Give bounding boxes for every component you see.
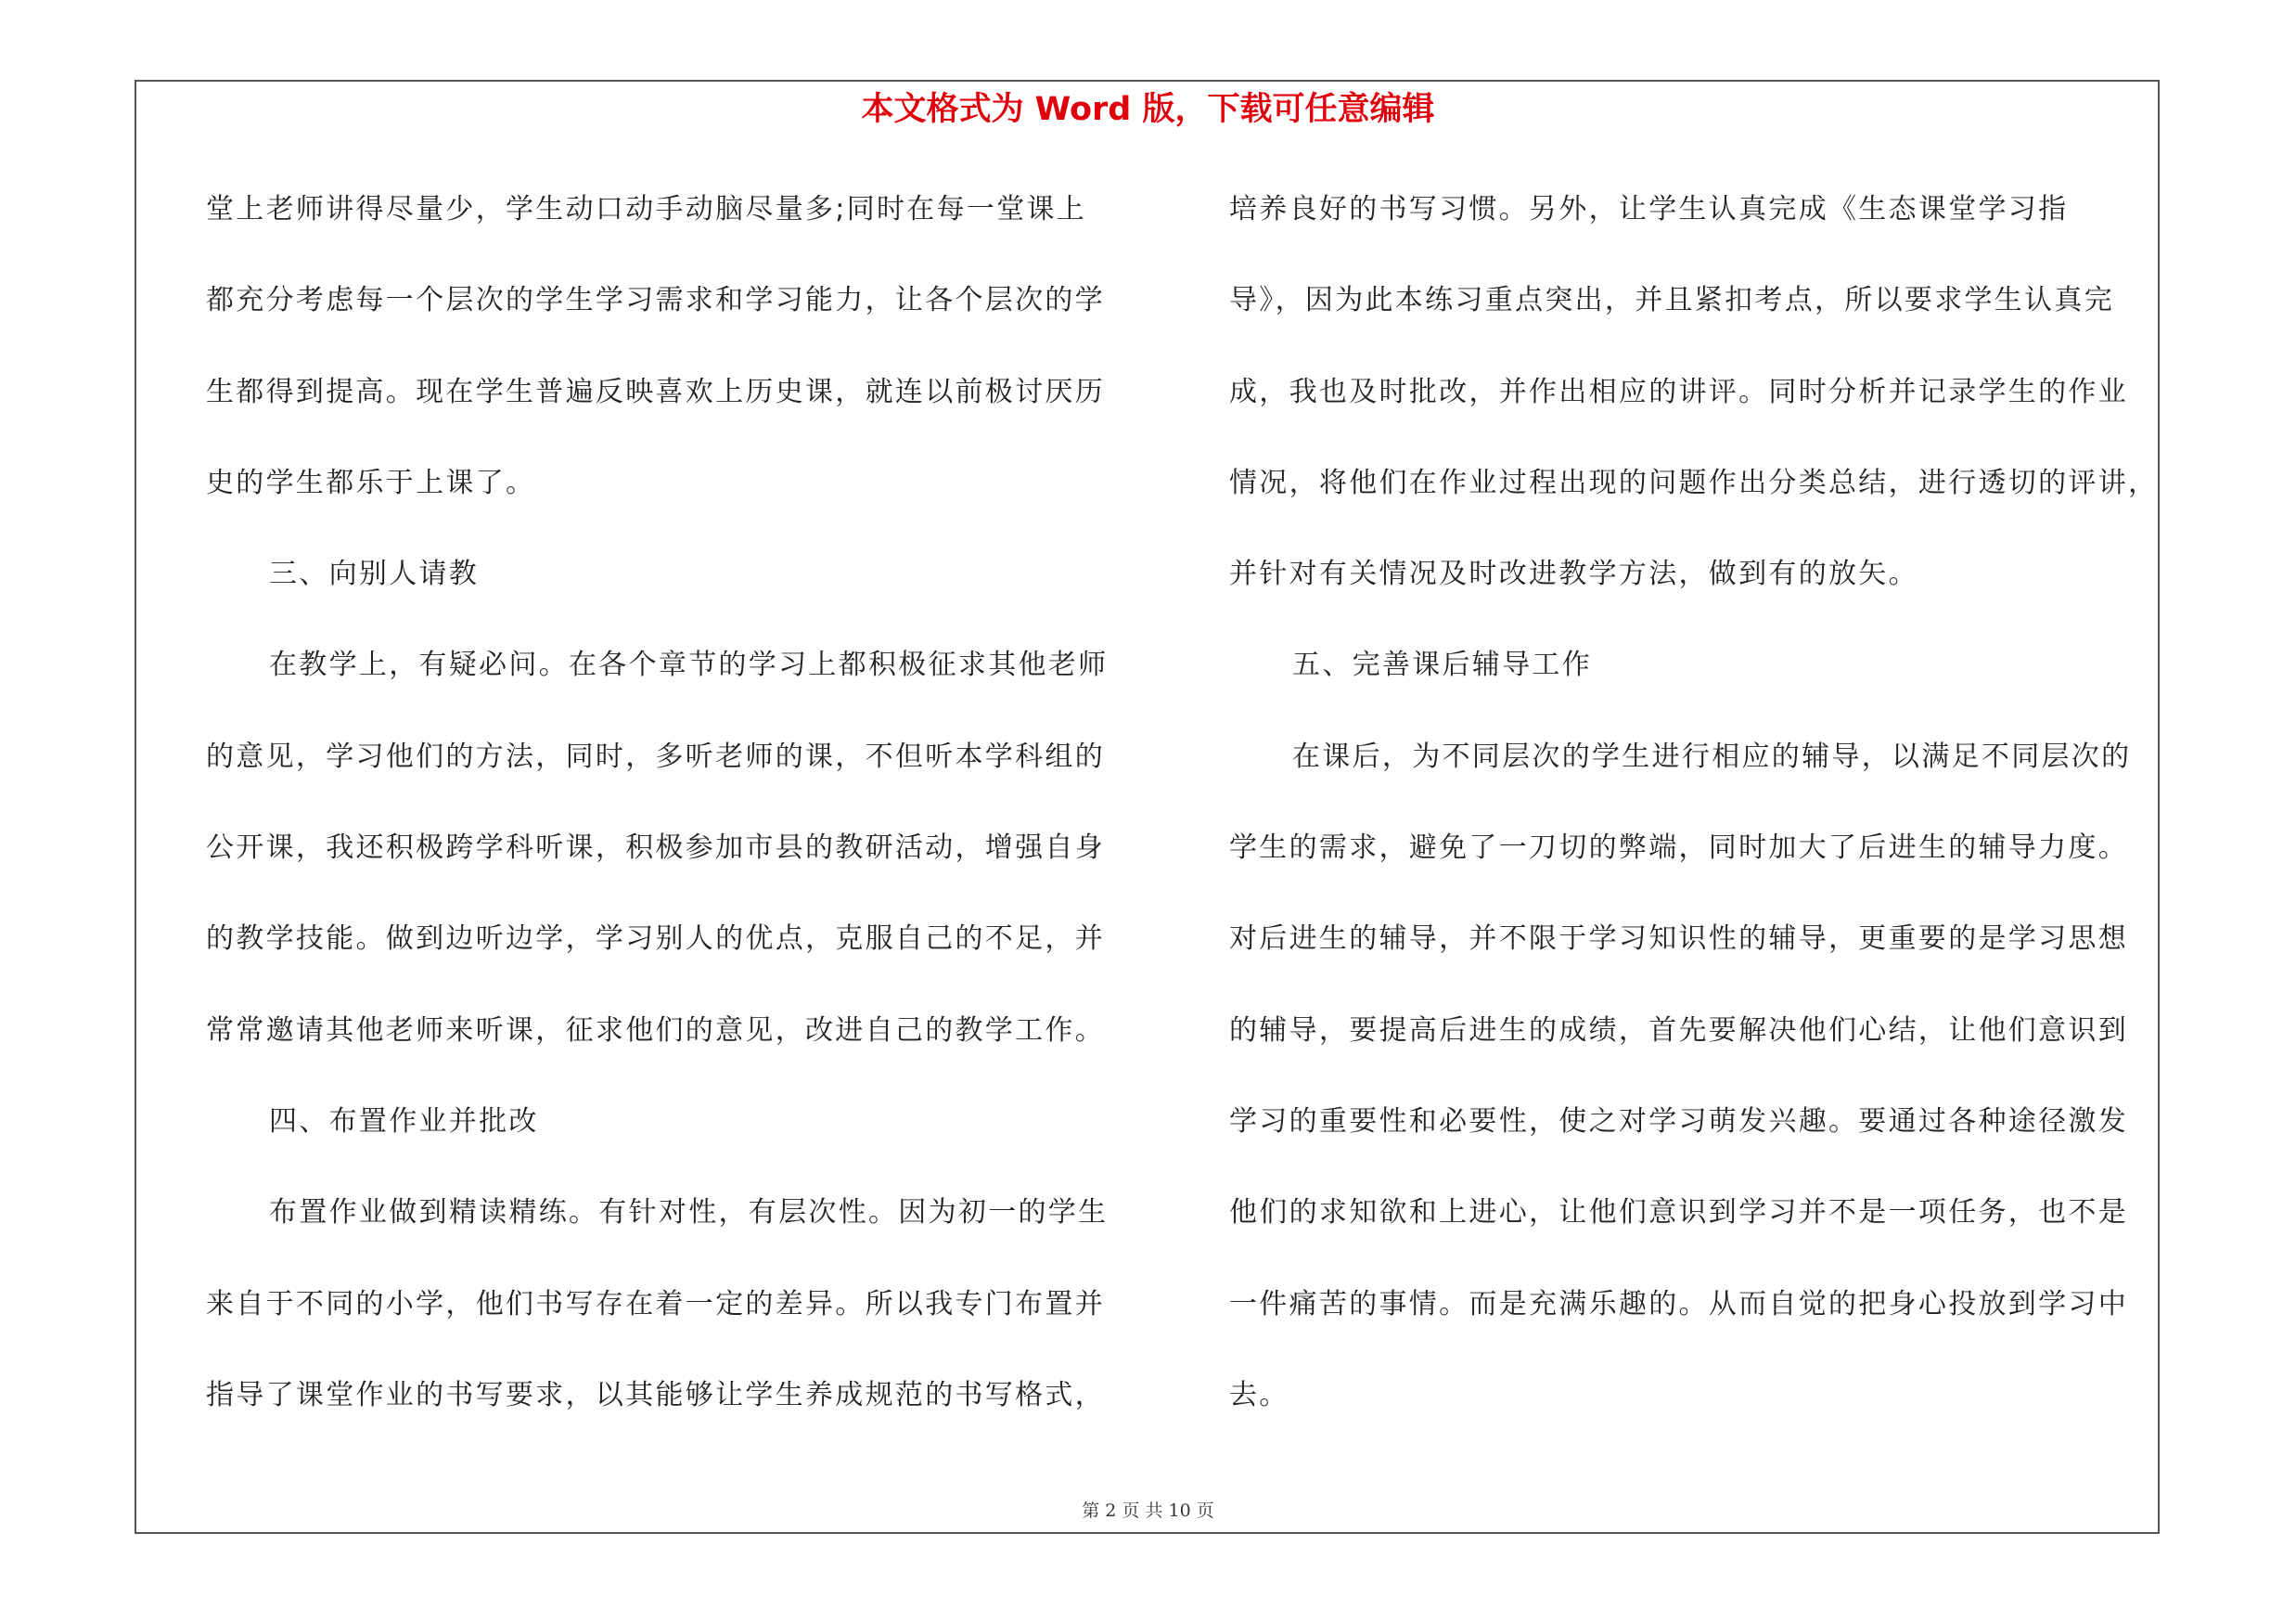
text-line: 去。 [1229, 1378, 1289, 1411]
text-line: 公开课，我还积极跨学科听课，积极参加市县的教研活动，增强自身 [206, 831, 1105, 865]
text-line: 的意见，学习他们的方法，同时，多听老师的课，不但听本学科组的 [206, 740, 1105, 773]
text-line: 学习的重要性和必要性，使之对学习萌发兴趣。要通过各种途径激发 [1229, 1104, 2128, 1138]
text-line: 成，我也及时批改，并作出相应的讲评。同时分析并记录学生的作业 [1229, 375, 2128, 408]
text-line: 的教学技能。做到边听边学，学习别人的优点，克服自己的不足，并 [206, 922, 1105, 956]
section-heading: 五、完善课后辅导工作 [1292, 649, 1592, 682]
right-text-column [1229, 184, 2185, 1461]
text-line: 堂上老师讲得尽量少，学生动口动手动脑尽量多;同时在每一堂课上 [206, 193, 1087, 225]
text-line: 常常邀请其他老师来听课，征求他们的意见，改进自己的教学工作。 [206, 1013, 1105, 1047]
text-line: 史的学生都乐于上课了。 [206, 466, 536, 499]
text-line: 都充分考虑每一个层次的学生学习需求和学习能力，让各个层次的学 [206, 284, 1105, 317]
section-heading: 三、向别人请教 [269, 558, 480, 591]
text-line: 培养良好的书写习惯。另外，让学生认真完成《生态课堂学习指 [1229, 193, 2069, 225]
text-line: 在教学上，有疑必问。在各个章节的学习上都积极征求其他老师 [269, 649, 1109, 682]
text-line: 指导了课堂作业的书写要求，以其能够让学生养成规范的书写格式， [206, 1378, 1105, 1411]
word-format-banner: 本文格式为 Word 版，下载可任意编辑 [861, 91, 1435, 128]
text-line: 在课后，为不同层次的学生进行相应的辅导，以满足不同层次的 [1292, 740, 2132, 773]
text-line: 情况，将他们在作业过程出现的问题作出分类总结，进行透切的评讲， [1229, 466, 2159, 499]
text-line: 学生的需求，避免了一刀切的弊端，同时加大了后进生的辅导力度。 [1229, 831, 2128, 865]
page-number-footer: 第 2 页 共 10 页 [1082, 1501, 1214, 1521]
text-line: 他们的求知欲和上进心，让他们意识到学习并不是一项任务，也不是 [1229, 1196, 2128, 1230]
text-line: 来自于不同的小学，他们书写存在着一定的差异。所以我专门布置并 [206, 1287, 1105, 1320]
text-line: 一件痛苦的事情。而是充满乐趣的。从而自觉的把身心投放到学习中 [1229, 1287, 2128, 1320]
text-line: 的辅导，要提高后进生的成绩，首先要解决他们心结，让他们意识到 [1229, 1013, 2128, 1047]
text-line: 并针对有关情况及时改进教学方法，做到有的放矢。 [1229, 558, 1918, 591]
text-line: 导》，因为此本练习重点突出，并且紧扣考点，所以要求学生认真完 [1229, 284, 2114, 317]
text-line: 对后进生的辅导，并不限于学习知识性的辅导，更重要的是学习思想 [1229, 922, 2128, 956]
text-line: 生都得到提高。现在学生普遍反映喜欢上历史课，就连以前极讨厌历 [206, 375, 1105, 408]
text-line: 布置作业做到精读精练。有针对性，有层次性。因为初一的学生 [269, 1196, 1109, 1230]
left-text-column [206, 184, 1161, 1461]
section-heading: 四、布置作业并批改 [269, 1104, 539, 1138]
